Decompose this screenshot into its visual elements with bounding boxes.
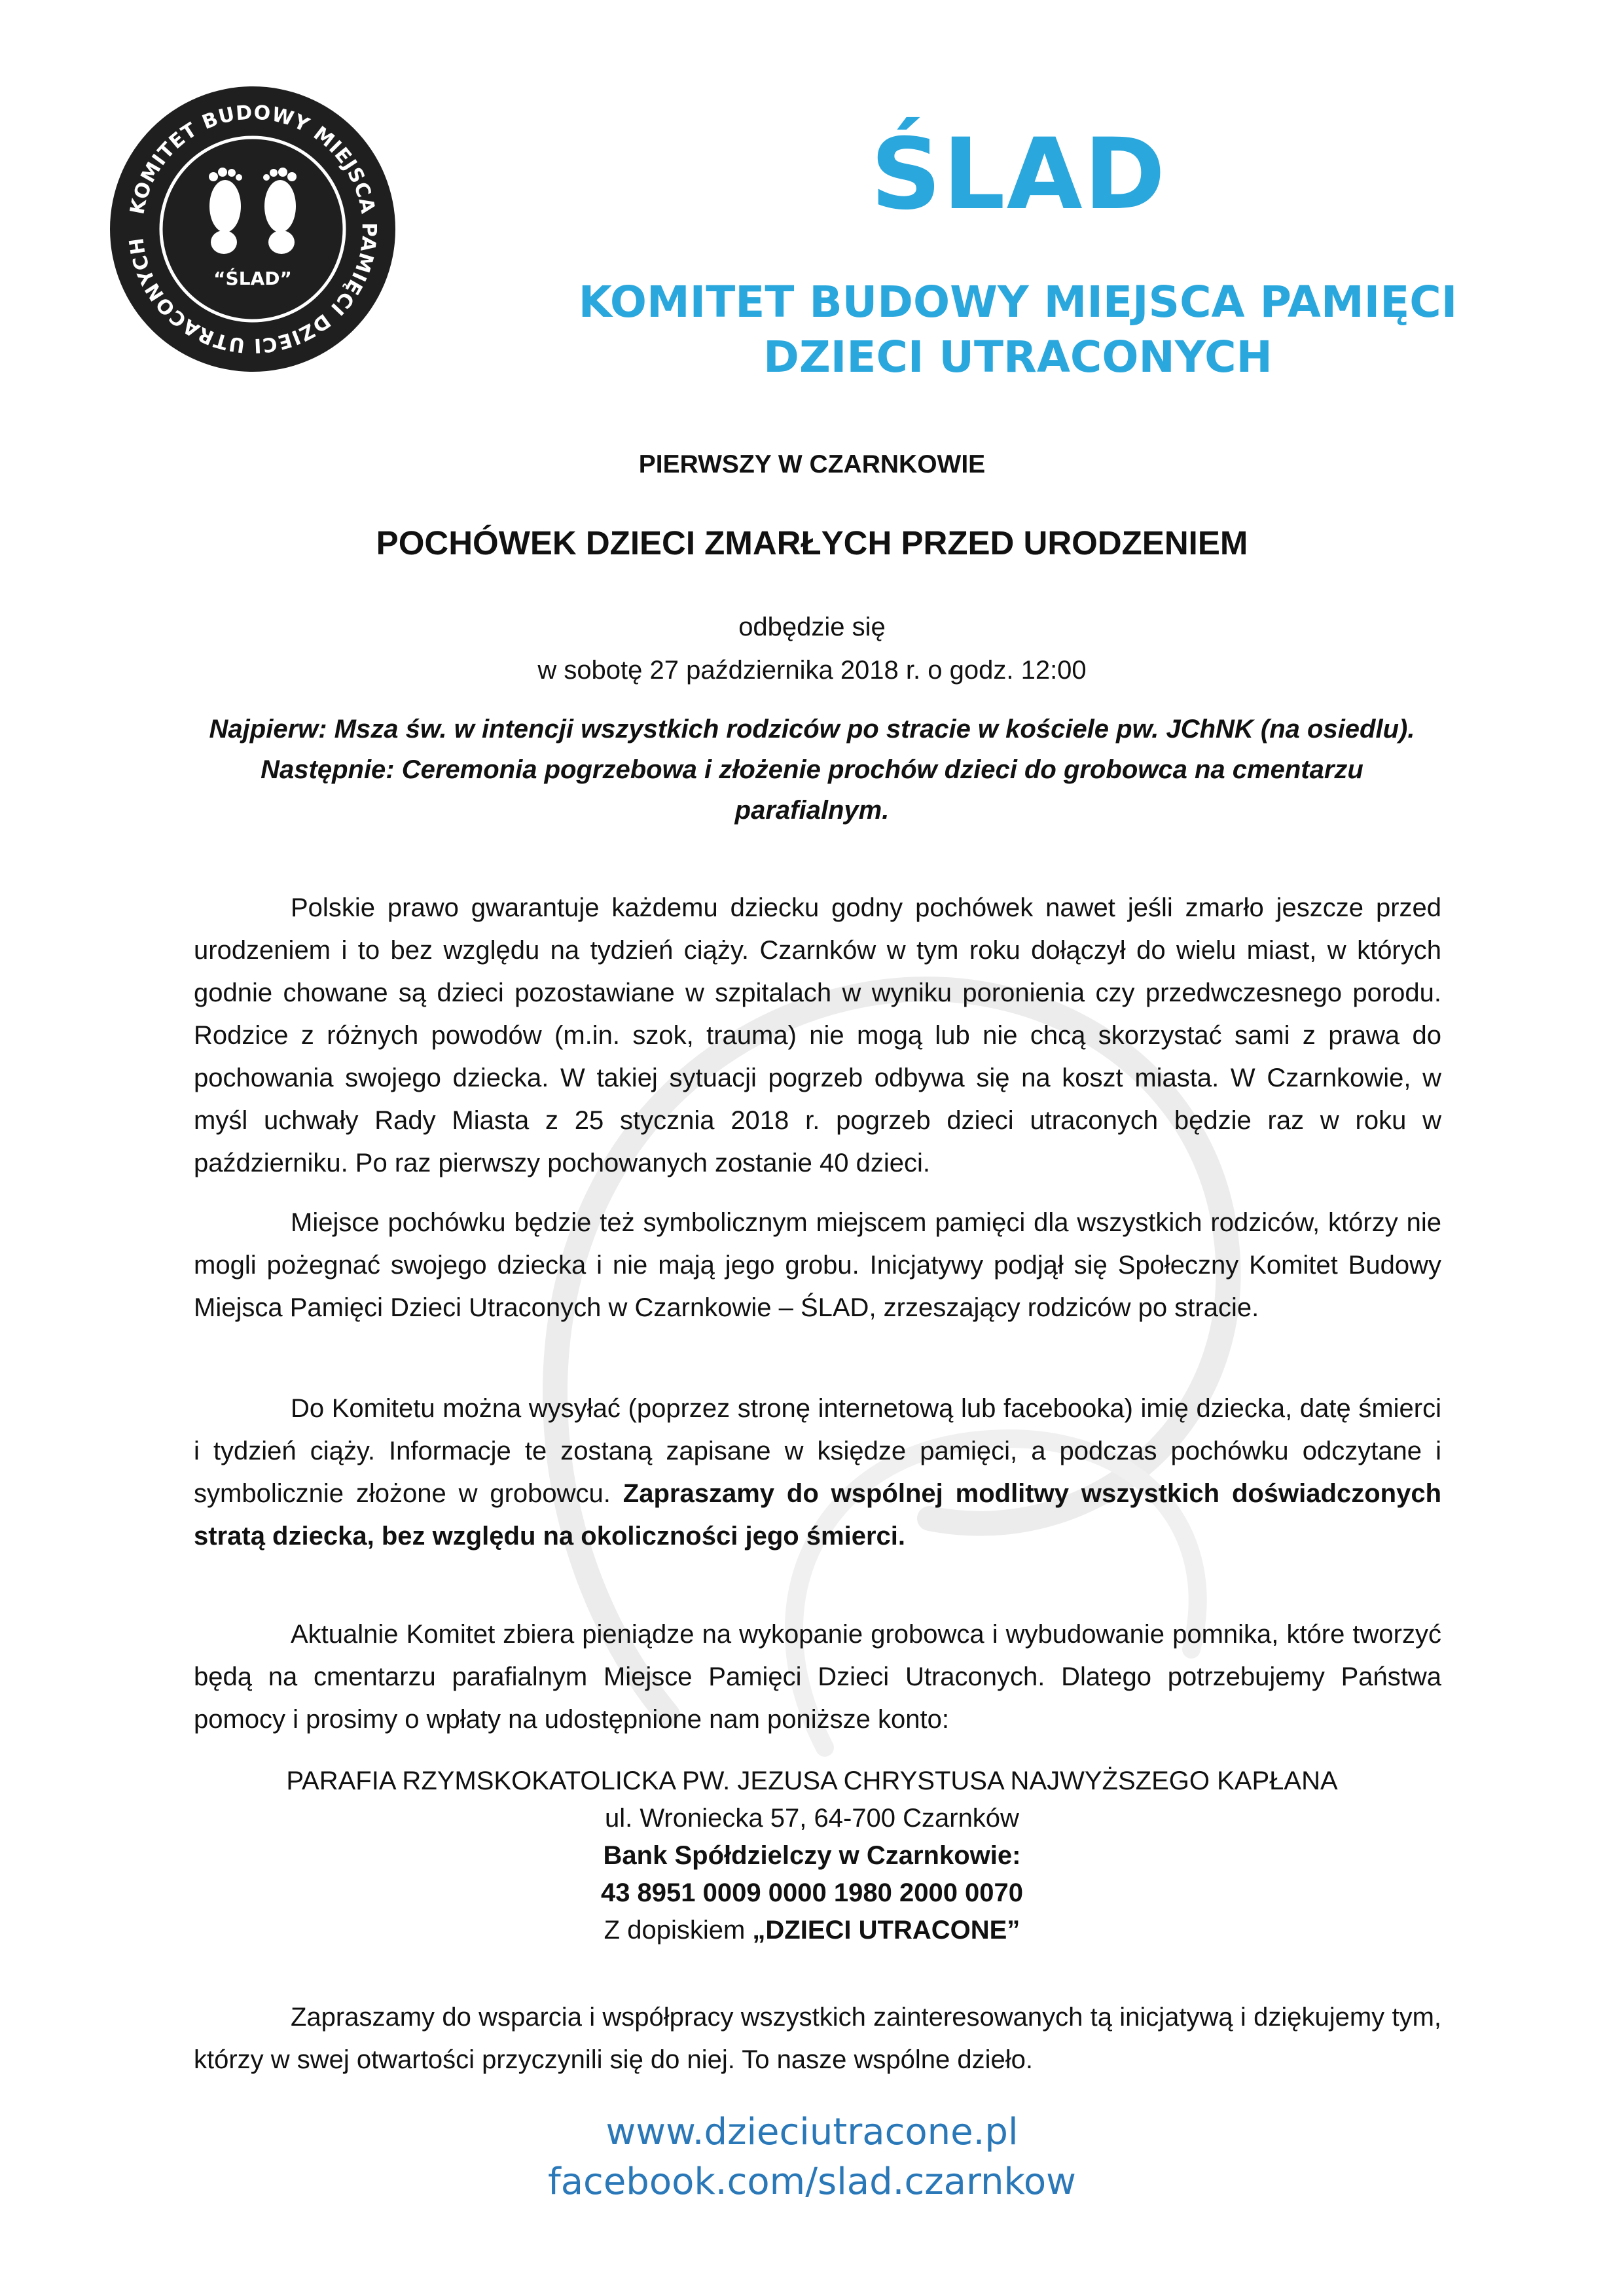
paragraph-5: Zapraszamy do wsparcia i współpracy wszystkich zainteresowanych tą inicjatywą i dziękujemy tym, którzy w swej otwartości przyczynili się do niej. To nasze wspólne dzieło. — [194, 2003, 1441, 2074]
event-plan-line3: parafialnym. — [734, 796, 890, 825]
brand-subtitle-line1: KOMITET BUDOWY MIEJSCA PAMIĘCI — [578, 277, 1458, 327]
account-number: 43 8951 0009 0000 1980 2000 0070 — [600, 1878, 1024, 1907]
main-title: POCHÓWEK DZIECI ZMARŁYCH PRZED URODZENIEM — [376, 524, 1248, 562]
logo-center-text: “ŚLAD” — [213, 268, 292, 289]
event-plan — [0, 709, 1624, 831]
paragraph-3-text: Do Komitetu można wysyłać (poprzez stronę internetową lub facebooka) imię dziecka, datę śmierci i tydzień ciąży. Informacje te zostaną zapisane w księdze pamięci, a podczas pochówku odczytane i symbolicznie złożone w grobowcu. — [194, 1394, 1441, 1508]
bank-account-block — [0, 1763, 1624, 1949]
paragraph-1: Polskie prawo gwarantuje każdemu dziecku godny pochówek nawet jeśli zmarło jeszcze przed urodzeniem i to bez względu na tydzień ciąży. Czarnków w tym roku dołączył do wielu miast, w których godnie chowane są dzieci pozostawiane w szpitalach w wyniku poronienia czy przedwczesnego porodu. Rodzice z różnych powodów (m.in. szok, trauma) nie mogą lub nie chcą skorzystać sami z prawa do pochowania swojego dziecka. W takiej sytuacji pogrzeb odbywa się na koszt miasta. W Czarnkowie, w myśl uchwały Rady Miasta z 25 stycznia 2018 r. pogrzeb dzieci utraconych będzie raz w roku w październiku. Po raz pierwszy pochowanych zostanie 40 dzieci. — [194, 893, 1441, 1177]
account-address: ul. Wroniecka 57, 64-700 Czarnków — [605, 1804, 1019, 1833]
account-bank: Bank Spółdzielczy w Czarnkowie: — [603, 1841, 1021, 1870]
facebook-link[interactable]: facebook.com/slad.czarnkow — [548, 2161, 1076, 2203]
event-plan-line1: Najpierw: Msza św. w intencji wszystkich rodziców po stracie w kościele pw. JChNK (na osiedlu). — [209, 715, 1415, 744]
event-time-line1: odbędzie się — [738, 613, 886, 641]
event-plan-line2: Następnie: Ceremonia pogrzebowa i złożenie prochów dzieci do grobowca na cmentarzu — [261, 755, 1363, 784]
brand-subtitle-line2: DZIECI UTRACONYCH — [763, 332, 1272, 382]
slad-logo-seal — [109, 85, 397, 373]
paragraph-2: Miejsce pochówku będzie też symbolicznym miejscem pamięci dla wszystkich rodziców, którzy nie mogli pożegnać swojego dziecka i nie mają jego grobu. Inicjatywy podjął się Społeczny Komitet Budowy Miejsca Pamięci Dzieci Utraconych w Czarnkowie – ŚLAD, zrzeszający rodziców po stracie. — [194, 1208, 1441, 1322]
account-note-bold: „DZIECI UTRACONE” — [752, 1916, 1020, 1945]
paragraph-3 — [194, 1388, 1441, 1558]
account-name: PARAFIA RZYMSKOKATOLICKA PW. JEZUSA CHRYSTUSA NAJWYŻSZEGO KAPŁANA — [286, 1767, 1338, 1795]
account-note-prefix: Z dopiskiem — [604, 1916, 753, 1945]
brand-title: ŚLAD — [871, 118, 1167, 232]
brand-subtitle — [576, 275, 1460, 385]
pre-title: PIERWSZY W CZARNKOWIE — [638, 450, 986, 478]
paragraph-3-bold: Zapraszamy do wspólnej modlitwy wszystkich doświadczonych stratą dziecka, bez względu na okoliczności jego śmierci. — [194, 1479, 1441, 1551]
account-note — [0, 1912, 1624, 1949]
logo-ring-text: KOMITET BUDOWY MIEJSCA PAMIĘCI DZIECI UTRACONYCH — [125, 101, 381, 357]
website-link[interactable]: www.dzieciutracone.pl — [605, 2111, 1019, 2153]
event-time-line2: w sobotę 27 października 2018 r. o godz. 12:00 — [537, 656, 1087, 685]
paragraph-4: Aktualnie Komitet zbiera pieniądze na wykopanie grobowca i wybudowanie pomnika, które tworzyć będą na cmentarzu parafialnym Miejsce Pamięci Dzieci Utraconych. Dlatego potrzebujemy Państwa pomocy i prosimy o wpłaty na udostępnione nam poniższe konto: — [194, 1620, 1441, 1734]
footer-links — [0, 2108, 1624, 2207]
event-time — [0, 605, 1624, 692]
